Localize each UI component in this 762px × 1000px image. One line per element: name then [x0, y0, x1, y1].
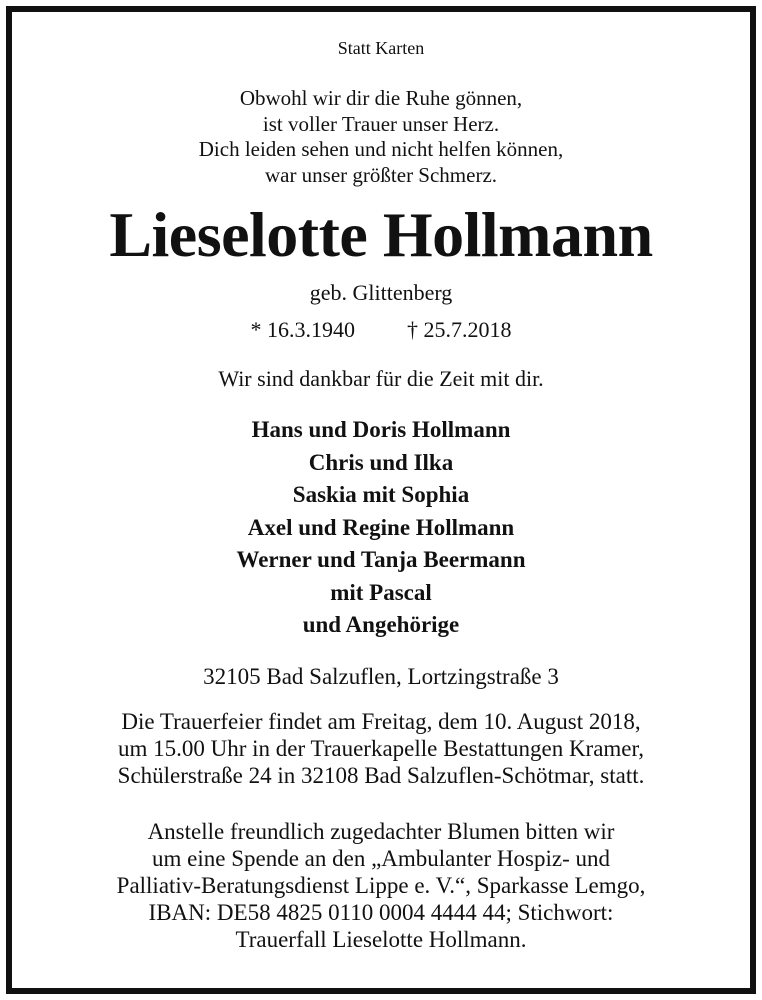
poem-line: ist voller Trauer unser Herz. [262, 111, 500, 136]
birth-date: * 16.3.1940 [250, 317, 355, 342]
maiden-name: geb. Glittenberg [309, 280, 453, 305]
mourner-line: mit Pascal [330, 579, 432, 605]
donation-line: Trauerfall Lieselotte Hollmann. [235, 927, 527, 952]
death-date: † 25.7.2018 [407, 317, 512, 342]
donation-line: Palliativ-Beratungsdienst Lippe e. V.“, Sparkasse Lemgo, [116, 873, 646, 898]
funeral-line: Die Trauerfeier findet am Freitag, dem 10. August 2018, [121, 709, 641, 734]
life-dates [12, 317, 750, 343]
funeral-line: um 15.00 Uhr in der Trauerkapelle Bestattungen Kramer, [117, 736, 645, 761]
obituary-notice [12, 12, 750, 988]
funeral-line: Schülerstraße 24 in 32108 Bad Salzuflen-Schötmar, statt. [117, 763, 645, 788]
donation-line: IBAN: DE58 4825 0110 0004 4444 44; Stichwort: [148, 900, 614, 925]
header-line: Statt Karten [337, 38, 425, 58]
mourner-line: Werner und Tanja Beermann [236, 547, 526, 572]
mourner-line: Hans und Doris Hollmann [251, 417, 511, 442]
poem-line: Obwohl wir dir die Ruhe gönnen, [239, 86, 523, 110]
donation-line: um eine Spende an den „Ambulanter Hospiz- und [152, 846, 610, 871]
mourner-line: Axel und Regine Hollmann [247, 514, 515, 540]
mourner-line: und Angehörige [302, 612, 460, 637]
poem-line: Dich leiden sehen und nicht helfen können, [198, 137, 564, 161]
deceased-name: Lieselotte Hollmann [109, 199, 653, 270]
poem-line: war unser größter Schmerz. [264, 162, 498, 187]
mourner-line: Saskia mit Sophia [292, 482, 470, 507]
mourner-line: Chris und Ilka [308, 449, 454, 475]
donation-line: Anstelle freundlich zugedachter Blumen bitten wir [147, 819, 615, 844]
address-line: 32105 Bad Salzuflen, Lortzingstraße 3 [203, 664, 559, 689]
gratitude-line: Wir sind dankbar für die Zeit mit dir. [218, 366, 544, 391]
